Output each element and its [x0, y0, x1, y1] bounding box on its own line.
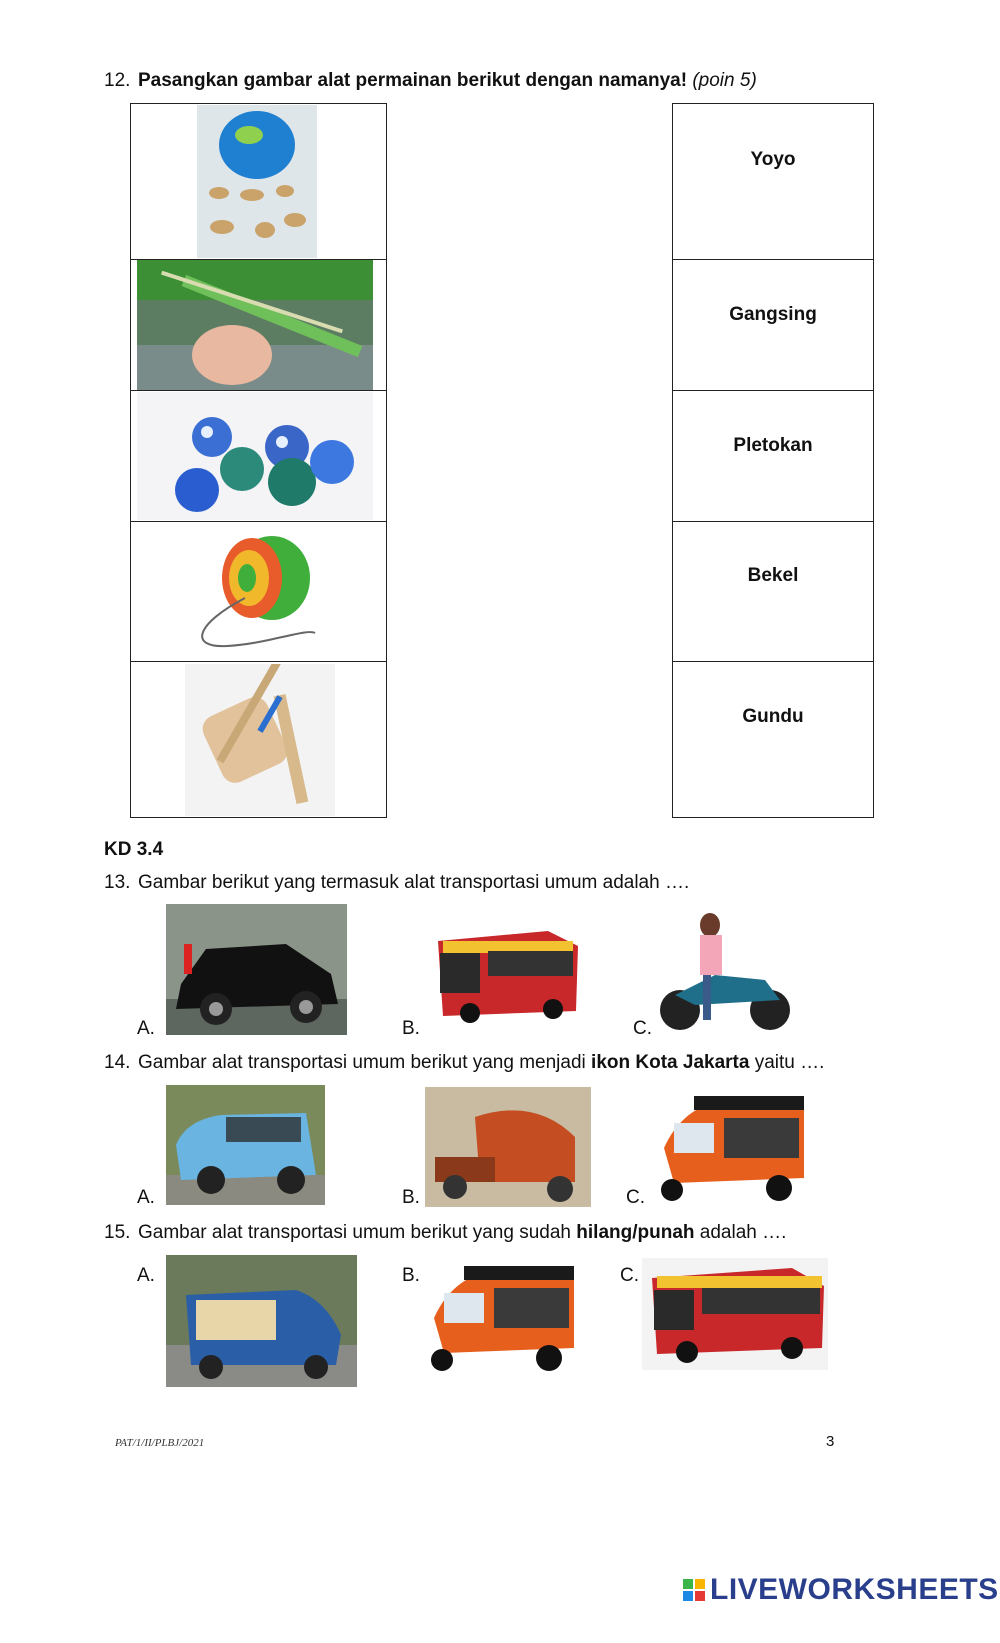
- question-14-text-pre: Gambar alat transportasi umum berikut yang menjadi: [138, 1052, 586, 1073]
- q15-bajaj-picture[interactable]: [424, 1258, 579, 1378]
- liveworksheets-logo-icon: [683, 1579, 705, 1601]
- question-12-text: [138, 70, 757, 92]
- page-number: 3: [826, 1433, 835, 1450]
- question-15-text-pre: Gambar alat transportasi umum berikut yang sudah: [138, 1222, 571, 1243]
- q13-option-c-label: C.: [633, 1018, 652, 1039]
- picture-cell-2[interactable]: [130, 259, 387, 391]
- q15-bus-picture[interactable]: [642, 1258, 828, 1370]
- kd-heading: KD 3.4: [104, 839, 164, 860]
- question-15-text-bold: hilang/punah: [576, 1222, 695, 1243]
- gangsing-picture: [185, 664, 335, 816]
- q13-car-picture[interactable]: [166, 904, 347, 1035]
- label-gangsing: Gangsing: [729, 304, 817, 325]
- question-14-text-post: yaitu ….: [754, 1052, 825, 1073]
- picture-cell-1[interactable]: [130, 103, 387, 260]
- question-15-text-post: adalah ….: [699, 1222, 787, 1243]
- picture-cell-3[interactable]: [130, 390, 387, 522]
- q13-motorcycle-picture[interactable]: [655, 905, 795, 1035]
- q14-bajaj-picture[interactable]: [654, 1088, 809, 1208]
- label-pletokan: Pletokan: [733, 435, 813, 456]
- q14-bemo-picture[interactable]: [425, 1087, 591, 1207]
- question-12-instruction: Pasangkan gambar alat permainan berikut dengan namanya!: [138, 70, 688, 91]
- label-cell-gundu[interactable]: [672, 661, 874, 818]
- label-yoyo: Yoyo: [750, 149, 796, 170]
- gundu-picture: [137, 392, 373, 520]
- bekel-picture: [197, 105, 317, 258]
- question-14-text-bold: ikon Kota Jakarta: [591, 1052, 750, 1073]
- label-cell-bekel[interactable]: [672, 521, 874, 662]
- q15-option-b-label: B.: [402, 1265, 420, 1286]
- q15-option-a-label: A.: [137, 1265, 155, 1286]
- q15-bemo-picture[interactable]: [166, 1255, 357, 1387]
- q15-option-c-label: C.: [620, 1265, 639, 1286]
- question-14-text: [138, 1052, 824, 1074]
- label-cell-yoyo[interactable]: [672, 103, 874, 260]
- question-12-number: 12.: [104, 70, 131, 91]
- footer-code: PAT/1/II/PLBJ/2021: [115, 1437, 205, 1449]
- label-gundu: Gundu: [742, 706, 804, 727]
- q14-option-b-label: B.: [402, 1187, 420, 1208]
- liveworksheets-brand: LIVEWORKSHEETS: [710, 1573, 999, 1606]
- picture-cell-5[interactable]: [130, 661, 387, 818]
- label-bekel: Bekel: [747, 565, 799, 586]
- question-13-number: 13.: [104, 872, 131, 893]
- question-15-number: 15.: [104, 1222, 131, 1243]
- question-12-points: (poin 5): [692, 70, 757, 91]
- q14-option-a-label: A.: [137, 1187, 155, 1208]
- yoyo-picture: [187, 528, 327, 656]
- q13-bus-picture[interactable]: [428, 921, 581, 1031]
- q14-option-c-label: C.: [626, 1187, 645, 1208]
- question-15-text: [138, 1222, 786, 1244]
- label-cell-pletokan[interactable]: [672, 390, 874, 522]
- question-14-number: 14.: [104, 1052, 131, 1073]
- label-cell-gangsing[interactable]: [672, 259, 874, 391]
- picture-cell-4[interactable]: [130, 521, 387, 662]
- pletokan-picture: [137, 260, 373, 390]
- liveworksheets-logo: [683, 1573, 999, 1607]
- q14-opelet-picture[interactable]: [166, 1085, 325, 1205]
- q13-option-a-label: A.: [137, 1018, 155, 1039]
- question-13-text: Gambar berikut yang termasuk alat transportasi umum adalah ….: [138, 872, 690, 893]
- q13-option-b-label: B.: [402, 1018, 420, 1039]
